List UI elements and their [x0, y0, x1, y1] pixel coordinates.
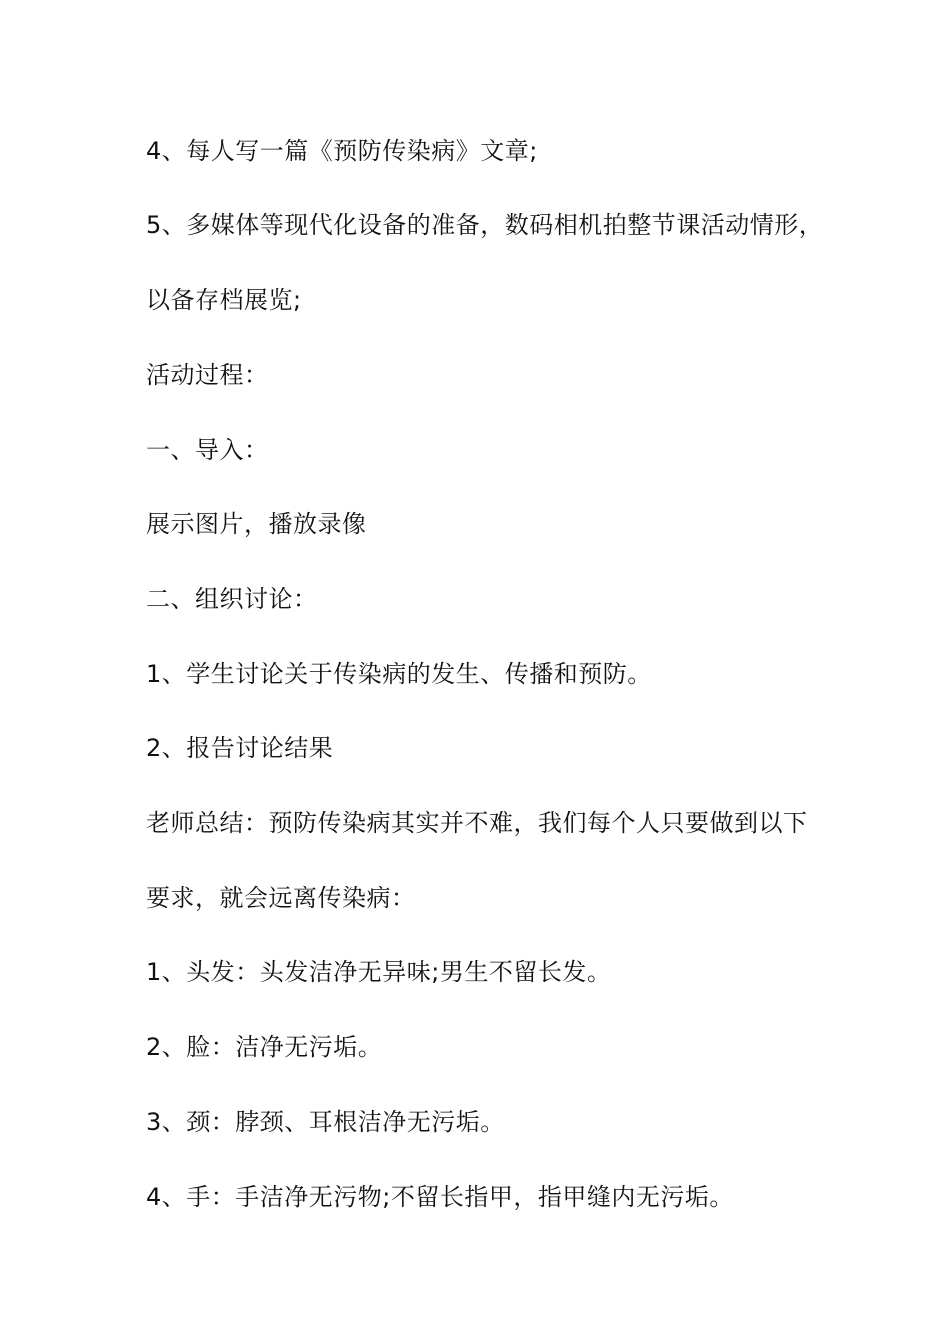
text-line-5: 一、导入：	[146, 436, 269, 464]
text-line-8: 1、学生讨论关于传染病的发生、传播和预防。	[146, 660, 652, 688]
text-line-11: 要求，就会远离传染病：	[146, 884, 416, 912]
text-line-15: 4、手：手洁净无污物;不留长指甲，指甲缝内无污垢。	[146, 1183, 734, 1211]
text-line-7: 二、组织讨论：	[146, 585, 318, 613]
text-line-13: 2、脸：洁净无污垢。	[146, 1033, 383, 1061]
text-line-9: 2、报告讨论结果	[146, 734, 334, 762]
text-line-4: 活动过程：	[146, 361, 269, 389]
text-line-12: 1、头发：头发洁净无异味;男生不留长发。	[146, 958, 612, 986]
text-line-10: 老师总结：预防传染病其实并不难，我们每个人只要做到以下	[146, 809, 808, 837]
text-line-6: 展示图片，播放录像	[146, 510, 367, 538]
text-line-14: 3、颈：脖颈、耳根洁净无污垢。	[146, 1108, 505, 1136]
text-line-2: 5、多媒体等现代化设备的准备，数码相机拍整节课活动情形，	[146, 211, 824, 239]
text-line-3: 以备存档展览;	[146, 286, 302, 314]
text-line-1: 4、每人写一篇《预防传染病》文章;	[146, 137, 538, 165]
